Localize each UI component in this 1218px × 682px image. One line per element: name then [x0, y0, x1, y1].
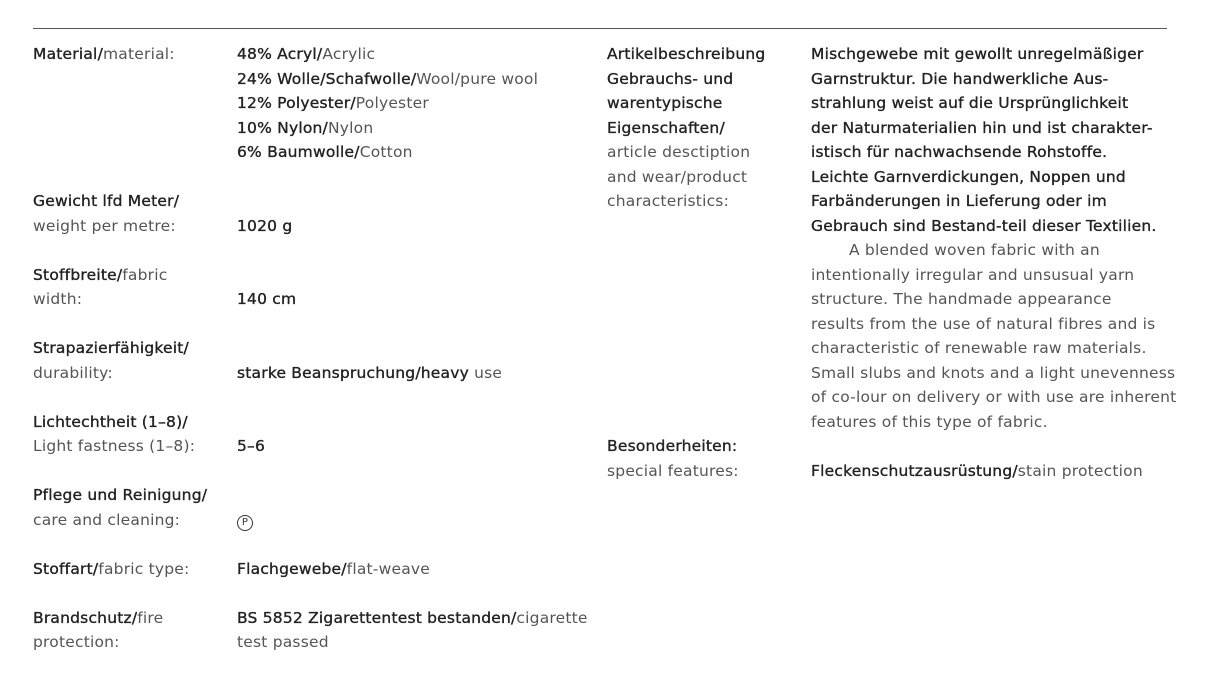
top-divider-line: [33, 28, 1167, 29]
durability-label-en: durability:: [33, 363, 113, 382]
description-label-4: Eigenschaften/: [607, 118, 725, 137]
description-en-line-7: of co-lour on delivery or with use are inherent: [811, 388, 1177, 406]
description-label-5: article desctiption: [607, 143, 751, 161]
care-value: [237, 508, 588, 533]
fire-value: BS 5852 Zigarettentest bestanden/cigarette: [237, 608, 588, 627]
description-en-line-2: intentionally irregular and unsusual yarn: [811, 265, 1135, 284]
description-label-1: Artikelbeschreibung: [607, 45, 766, 63]
material-value-1: 48% Acryl/Acrylic: [237, 45, 376, 63]
professional-cleaning-p-icon: P: [237, 515, 253, 531]
fabric-type-label: Stoffart/fabric type:: [33, 559, 190, 578]
special-features-label-de: Besonderheiten:: [607, 437, 738, 455]
durability-label-de: Strapazierfähigkeit/: [33, 339, 189, 357]
material-value-5: 6% Baumwolle/Cotton: [237, 143, 413, 161]
light-fastness-label-en: Light fastness (1–8):: [33, 437, 196, 455]
description-de-line-1: Mischgewebe mit gewollt unregelmäßiger: [811, 45, 1144, 63]
description-de-line-8: Gebrauch sind Bestand-teil dieser Textilien.: [811, 216, 1157, 235]
durability-value: starke Beanspruchung/heavy use: [237, 363, 503, 382]
description-label-3: warentypische: [607, 94, 723, 112]
description-labels-column: [607, 42, 765, 483]
width-label-en: width:: [33, 290, 83, 308]
description-en-line-3: structure. The handmade appearance: [811, 290, 1112, 308]
weight-label-de: Gewicht lfd Meter/: [33, 192, 180, 210]
description-text-column: [811, 42, 1176, 483]
description-label-2: Gebrauchs- und: [607, 69, 734, 88]
material-value-4: 10% Nylon/Nylon: [237, 118, 374, 137]
description-en-line-1: A blended woven fabric with an: [849, 241, 1100, 259]
material-value-3: 12% Polyester/Polyester: [237, 94, 429, 112]
spec-labels-column: [33, 42, 207, 655]
description-de-line-7: Farbänderungen in Lieferung oder im: [811, 192, 1107, 210]
light-fastness-label-de: Lichtechtheit (1–8)/: [33, 412, 188, 431]
description-en-line-6: Small slubs and knots and a light unevenness: [811, 363, 1176, 382]
weight-value: 1020 g: [237, 216, 293, 235]
description-de-line-3: strahlung weist auf die Ursprünglichkeit: [811, 94, 1129, 112]
weight-label-en: weight per metre:: [33, 216, 176, 235]
description-de-line-6: Leichte Garnverdickungen, Noppen und: [811, 167, 1126, 186]
width-label: Stoffbreite/fabric: [33, 265, 168, 284]
description-label-6: and wear/product: [607, 167, 748, 186]
light-fastness-value: 5–6: [237, 437, 266, 455]
fire-label-en: protection:: [33, 633, 120, 651]
care-label-de: Pflege und Reinigung/: [33, 486, 208, 504]
special-features-label-en: special features:: [607, 461, 739, 480]
description-en-line-4: results from the use of natural fibres and is: [811, 314, 1156, 333]
material-label: Material/material:: [33, 45, 175, 63]
description-en-line-8: features of this type of fabric.: [811, 412, 1048, 431]
description-en-line-5: characteristic of renewable raw materials.: [811, 339, 1147, 357]
special-features-value: Fleckenschutzausrüstung/stain protection: [811, 461, 1143, 480]
care-label-en: care and cleaning:: [33, 510, 181, 529]
fabric-type-value: Flachgewebe/flat-weave: [237, 559, 431, 578]
description-de-line-2: Garnstruktur. Die handwerkliche Aus-: [811, 69, 1109, 88]
width-value: 140 cm: [237, 290, 297, 308]
fire-value-2: test passed: [237, 633, 329, 651]
description-label-7: characteristics:: [607, 192, 730, 210]
description-de-line-5: istisch für nachwachsende Rohstoffe.: [811, 143, 1108, 161]
description-de-line-4: der Naturmaterialien hin und ist charakter-: [811, 118, 1153, 137]
material-value-2: 24% Wolle/Schafwolle/Wool/pure wool: [237, 69, 539, 88]
fire-label: Brandschutz/fire: [33, 608, 164, 627]
spec-values-column: [237, 42, 588, 655]
